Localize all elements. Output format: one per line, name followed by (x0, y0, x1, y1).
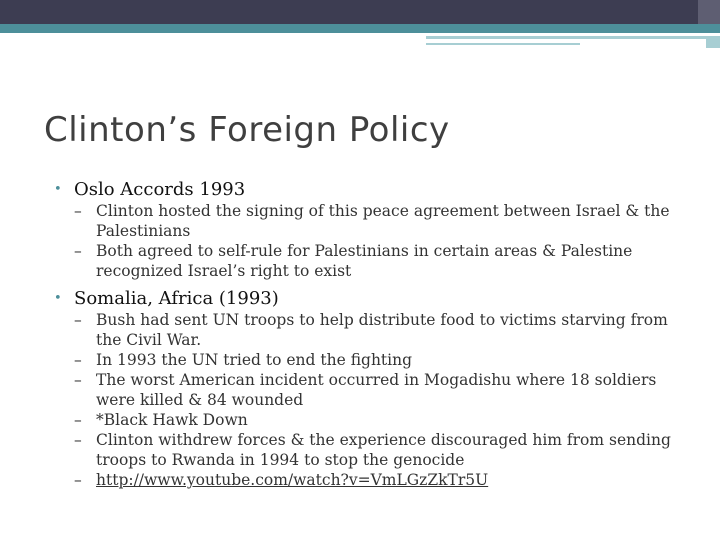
header-dark-bar (0, 0, 698, 24)
sub-dash: – (74, 202, 82, 220)
bullet-dot: • (54, 182, 62, 197)
sub-text: Both agreed to self-rule for Palestinians in certain areas & Palestine recognized Israel’s right to exist (96, 242, 633, 280)
sub-bullet (54, 350, 694, 370)
decor-line-1 (426, 36, 720, 39)
decor-corner-block (706, 36, 720, 48)
bullet-text: Somalia, Africa (1993) (74, 288, 279, 309)
sub-text: Bush had sent UN troops to help distribute food to victims starving from the Civil War. (96, 311, 668, 349)
slide-title: Clinton’s Foreign Policy (44, 110, 450, 150)
sub-dash: – (74, 311, 82, 329)
header-corner-block (698, 0, 720, 24)
bullet-somalia (54, 287, 694, 310)
sub-bullet (54, 201, 694, 241)
sub-bullet (54, 410, 694, 430)
bullet-oslo (54, 178, 694, 201)
sub-dash: – (74, 431, 82, 449)
sub-text: *Black Hawk Down (96, 411, 248, 429)
sub-dash: – (74, 411, 82, 429)
sub-bullet (54, 470, 694, 490)
sub-bullet (54, 241, 694, 281)
slide-content (54, 178, 694, 490)
sub-text: Clinton hosted the signing of this peace agreement between Israel & the Palestinians (96, 202, 670, 240)
sub-dash: – (74, 471, 82, 489)
sub-text: The worst American incident occurred in Mogadishu where 18 soldiers were killed & 84 wounded (96, 371, 657, 409)
youtube-link[interactable]: http://www.youtube.com/watch?v=VmLGzZkTr5U (96, 471, 489, 489)
sub-bullet (54, 430, 694, 470)
sub-dash: – (74, 242, 82, 260)
sub-text: In 1993 the UN tried to end the fighting (96, 351, 413, 369)
sub-text: Clinton withdrew forces & the experience discouraged him from sending troops to Rwanda in 1994 to stop the genocide (96, 431, 671, 469)
bullet-dot: • (54, 291, 62, 306)
decor-line-2 (426, 43, 580, 45)
sub-dash: – (74, 351, 82, 369)
sub-bullet (54, 370, 694, 410)
header-teal-stripe (0, 24, 720, 33)
sub-dash: – (74, 371, 82, 389)
sub-bullet (54, 310, 694, 350)
bullet-text: Oslo Accords 1993 (74, 179, 246, 200)
